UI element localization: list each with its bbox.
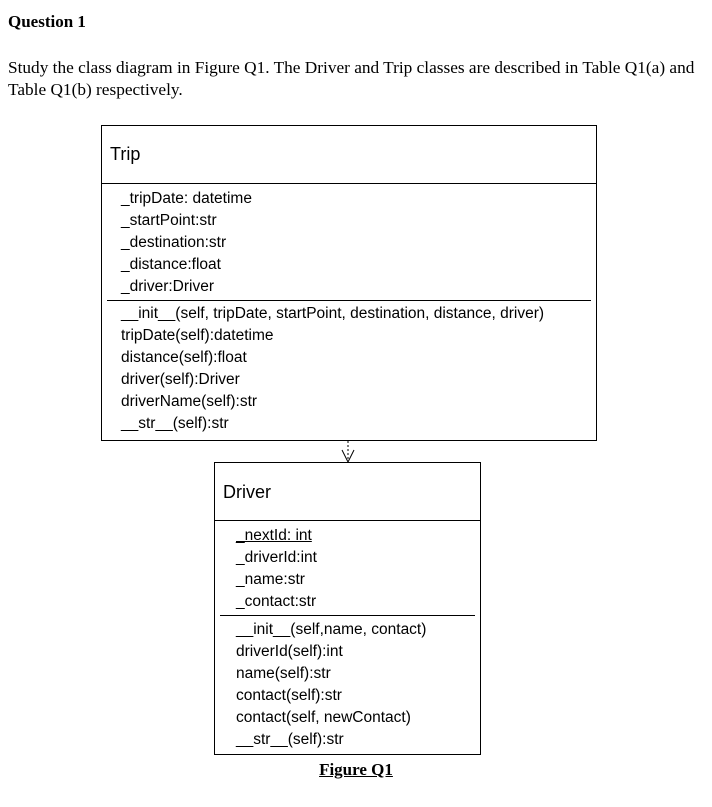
trip-class-box xyxy=(101,125,597,441)
driver-method: driverId(self):int xyxy=(236,643,343,660)
driver-class-box xyxy=(214,462,481,755)
driver-attribute: _contact:str xyxy=(236,593,317,610)
question-heading: Question 1 xyxy=(8,12,86,31)
trip-attribute-divider xyxy=(107,300,591,301)
trip-attribute: _driver:Driver xyxy=(121,278,215,295)
trip-method: __str__(self):str xyxy=(121,415,229,432)
trip-attribute: _distance:float xyxy=(121,256,221,273)
trip-attribute: _tripDate: datetime xyxy=(121,190,252,207)
driver-attribute: _driverId:int xyxy=(236,549,317,566)
association-arrowhead xyxy=(342,450,354,462)
driver-method: contact(self):str xyxy=(236,687,342,704)
trip-method: driver(self):Driver xyxy=(121,371,240,388)
driver-method: __init__(self,name, contact) xyxy=(236,621,427,638)
driver-attribute: _name:str xyxy=(236,571,305,588)
trip-method: driverName(self):str xyxy=(121,393,258,410)
association-arrow xyxy=(330,440,370,464)
trip-attribute: _destination:str xyxy=(121,234,227,251)
figure-caption xyxy=(0,760,712,780)
trip-name-divider xyxy=(102,183,596,184)
driver-attribute-static: _nextId: int xyxy=(236,527,312,544)
driver-method: __str__(self):str xyxy=(236,731,344,748)
trip-attribute: _startPoint:str xyxy=(121,212,217,229)
driver-class-name: Driver xyxy=(223,482,271,502)
driver-method: contact(self, newContact) xyxy=(236,709,411,726)
question-intro: Study the class diagram in Figure Q1. The Driver and Trip classes are described in Table Q1(a) and Table Q1(b) respectively. xyxy=(8,58,695,99)
driver-method: name(self):str xyxy=(236,665,331,682)
trip-method: distance(self):float xyxy=(121,349,247,366)
trip-method: tripDate(self):datetime xyxy=(121,327,274,344)
trip-method: __init__(self, tripDate, startPoint, destination, distance, driver) xyxy=(121,305,545,322)
figure-caption-text: Figure Q1 xyxy=(319,760,393,779)
driver-attribute-divider xyxy=(220,615,475,616)
driver-name-divider xyxy=(215,520,480,521)
trip-class-name: Trip xyxy=(110,144,141,164)
